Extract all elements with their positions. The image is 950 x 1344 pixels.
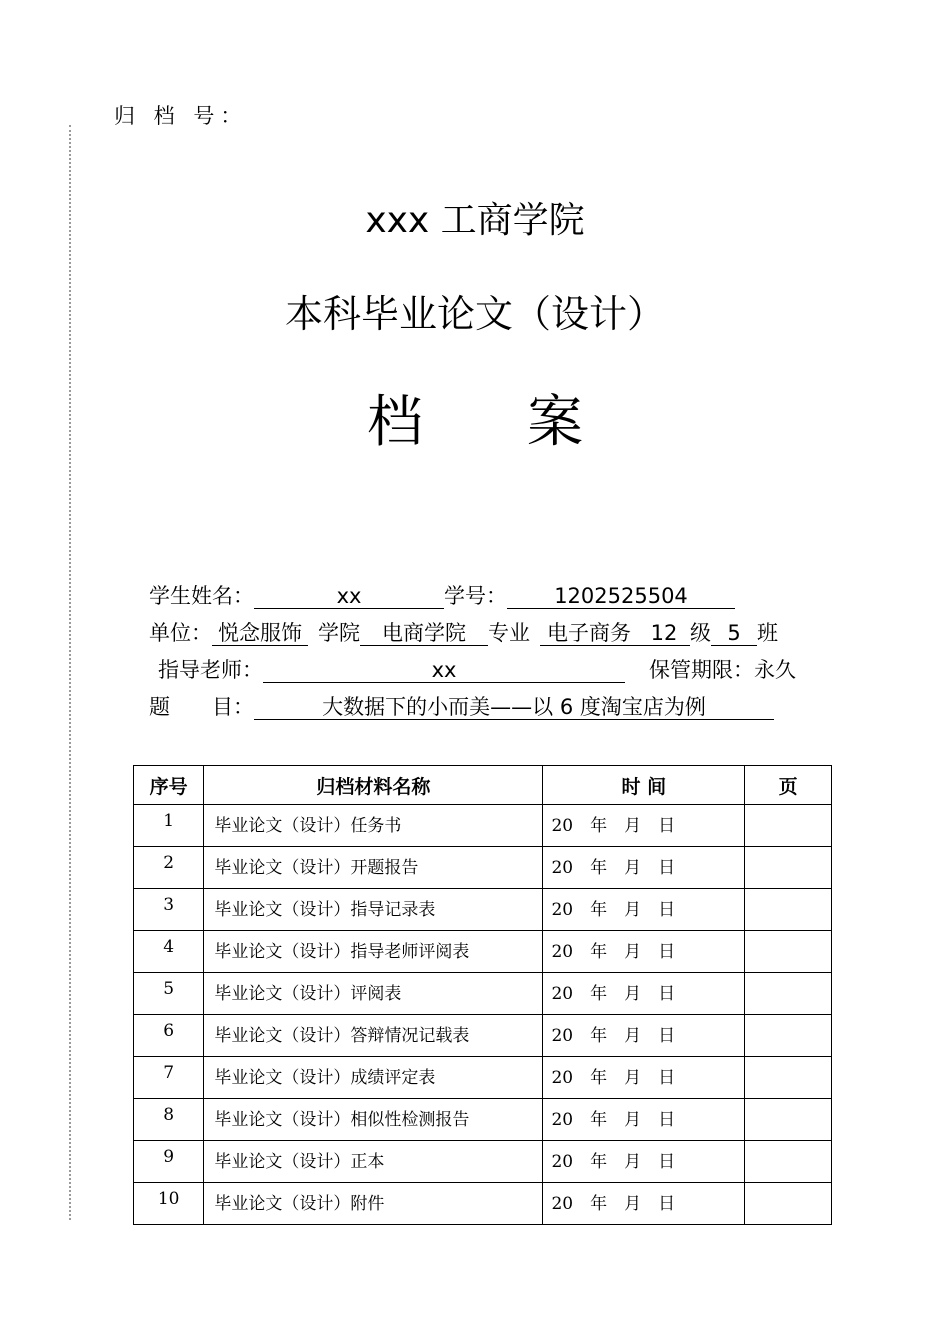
cell-time[interactable]: 20 年 月 日 bbox=[543, 805, 745, 847]
topic-info-line bbox=[149, 691, 774, 721]
cell-time[interactable]: 20 年 月 日 bbox=[543, 1183, 745, 1225]
archive-heading-char-1: 档 bbox=[367, 390, 423, 455]
cell-material-name: 毕业论文（设计）指导记录表 bbox=[204, 889, 543, 931]
cell-page[interactable] bbox=[745, 973, 832, 1015]
major-field[interactable]: 电子商务 bbox=[540, 621, 638, 646]
unit-field[interactable]: 悦念服饰 bbox=[212, 621, 308, 646]
cell-page[interactable] bbox=[745, 931, 832, 973]
cell-number: 5 bbox=[134, 973, 204, 1015]
table-row bbox=[134, 1141, 832, 1183]
grade-label: 级 bbox=[690, 621, 711, 645]
cell-material-name: 毕业论文（设计）指导老师评阅表 bbox=[204, 931, 543, 973]
table-header-row bbox=[134, 766, 832, 805]
cell-page[interactable] bbox=[745, 1183, 832, 1225]
advisor-label: 指导老师： bbox=[158, 658, 263, 682]
cell-time[interactable]: 20 年 月 日 bbox=[543, 1099, 745, 1141]
column-header-material-name: 归档材料名称 bbox=[204, 766, 543, 805]
cell-time[interactable]: 20 年 月 日 bbox=[543, 889, 745, 931]
table-row bbox=[134, 847, 832, 889]
column-header-number: 序号 bbox=[134, 766, 204, 805]
archive-materials-table bbox=[133, 765, 832, 1225]
cell-time[interactable]: 20 年 月 日 bbox=[543, 847, 745, 889]
archive-number-label: 归 档 号： bbox=[114, 104, 248, 128]
student-info-line bbox=[149, 580, 735, 610]
advisor-info-line bbox=[158, 654, 796, 684]
cell-time[interactable]: 20 年 月 日 bbox=[543, 931, 745, 973]
cell-page[interactable] bbox=[745, 1015, 832, 1057]
cell-number: 3 bbox=[134, 889, 204, 931]
cell-number: 9 bbox=[134, 1141, 204, 1183]
cell-number: 6 bbox=[134, 1015, 204, 1057]
topic-field[interactable]: 大数据下的小而美——以 6 度淘宝店为例 bbox=[254, 695, 774, 720]
cell-number: 1 bbox=[134, 805, 204, 847]
cell-material-name: 毕业论文（设计）正本 bbox=[204, 1141, 543, 1183]
cell-material-name: 毕业论文（设计）成绩评定表 bbox=[204, 1057, 543, 1099]
college-label: 学院 bbox=[318, 621, 360, 645]
cell-time[interactable]: 20 年 月 日 bbox=[543, 1015, 745, 1057]
column-header-time: 时 间 bbox=[543, 766, 745, 805]
archive-heading-char-2: 案 bbox=[527, 390, 583, 455]
major-label: 专业 bbox=[488, 621, 530, 645]
table-row bbox=[134, 805, 832, 847]
cell-page[interactable] bbox=[745, 805, 832, 847]
cell-material-name: 毕业论文（设计）任务书 bbox=[204, 805, 543, 847]
cell-page[interactable] bbox=[745, 1099, 832, 1141]
unit-label: 单位： bbox=[149, 621, 212, 645]
cell-number: 8 bbox=[134, 1099, 204, 1141]
student-id-field[interactable]: 1202525504 bbox=[507, 584, 735, 609]
cell-material-name: 毕业论文（设计）答辩情况记载表 bbox=[204, 1015, 543, 1057]
table-row bbox=[134, 1183, 832, 1225]
column-header-page: 页 bbox=[745, 766, 832, 805]
retention-label: 保管期限： bbox=[649, 658, 754, 682]
cell-material-name: 毕业论文（设计）附件 bbox=[204, 1183, 543, 1225]
student-id-label: 学号： bbox=[444, 584, 507, 608]
advisor-field[interactable]: xx bbox=[263, 658, 625, 683]
cell-time[interactable]: 20 年 月 日 bbox=[543, 1141, 745, 1183]
retention-value: 永久 bbox=[754, 658, 796, 682]
cell-number: 10 bbox=[134, 1183, 204, 1225]
student-name-field[interactable]: xx bbox=[254, 584, 444, 609]
student-name-label: 学生姓名： bbox=[149, 584, 254, 608]
cell-page[interactable] bbox=[745, 1057, 832, 1099]
cell-number: 7 bbox=[134, 1057, 204, 1099]
archive-heading bbox=[0, 378, 950, 458]
table-row bbox=[134, 1099, 832, 1141]
cell-time[interactable]: 20 年 月 日 bbox=[543, 973, 745, 1015]
table-row bbox=[134, 1015, 832, 1057]
table-row bbox=[134, 931, 832, 973]
class-label: 班 bbox=[757, 621, 778, 645]
school-name: xxx 工商学院 bbox=[365, 200, 585, 241]
topic-label: 题 目： bbox=[149, 695, 254, 719]
class-field[interactable]: 5 bbox=[711, 621, 757, 646]
cell-material-name: 毕业论文（设计）评阅表 bbox=[204, 973, 543, 1015]
table-row bbox=[134, 973, 832, 1015]
cell-material-name: 毕业论文（设计）相似性检测报告 bbox=[204, 1099, 543, 1141]
table-row bbox=[134, 889, 832, 931]
cell-page[interactable] bbox=[745, 889, 832, 931]
table-body bbox=[134, 805, 832, 1225]
grade-field[interactable]: 12 bbox=[638, 621, 690, 646]
cell-page[interactable] bbox=[745, 1141, 832, 1183]
cell-material-name: 毕业论文（设计）开题报告 bbox=[204, 847, 543, 889]
cell-number: 4 bbox=[134, 931, 204, 973]
cell-number: 2 bbox=[134, 847, 204, 889]
cell-page[interactable] bbox=[745, 847, 832, 889]
cell-time[interactable]: 20 年 月 日 bbox=[543, 1057, 745, 1099]
document-type-title: 本科毕业论文（设计） bbox=[284, 292, 665, 336]
table-row bbox=[134, 1057, 832, 1099]
college-field[interactable]: 电商学院 bbox=[360, 621, 488, 646]
unit-info-line bbox=[149, 617, 778, 647]
